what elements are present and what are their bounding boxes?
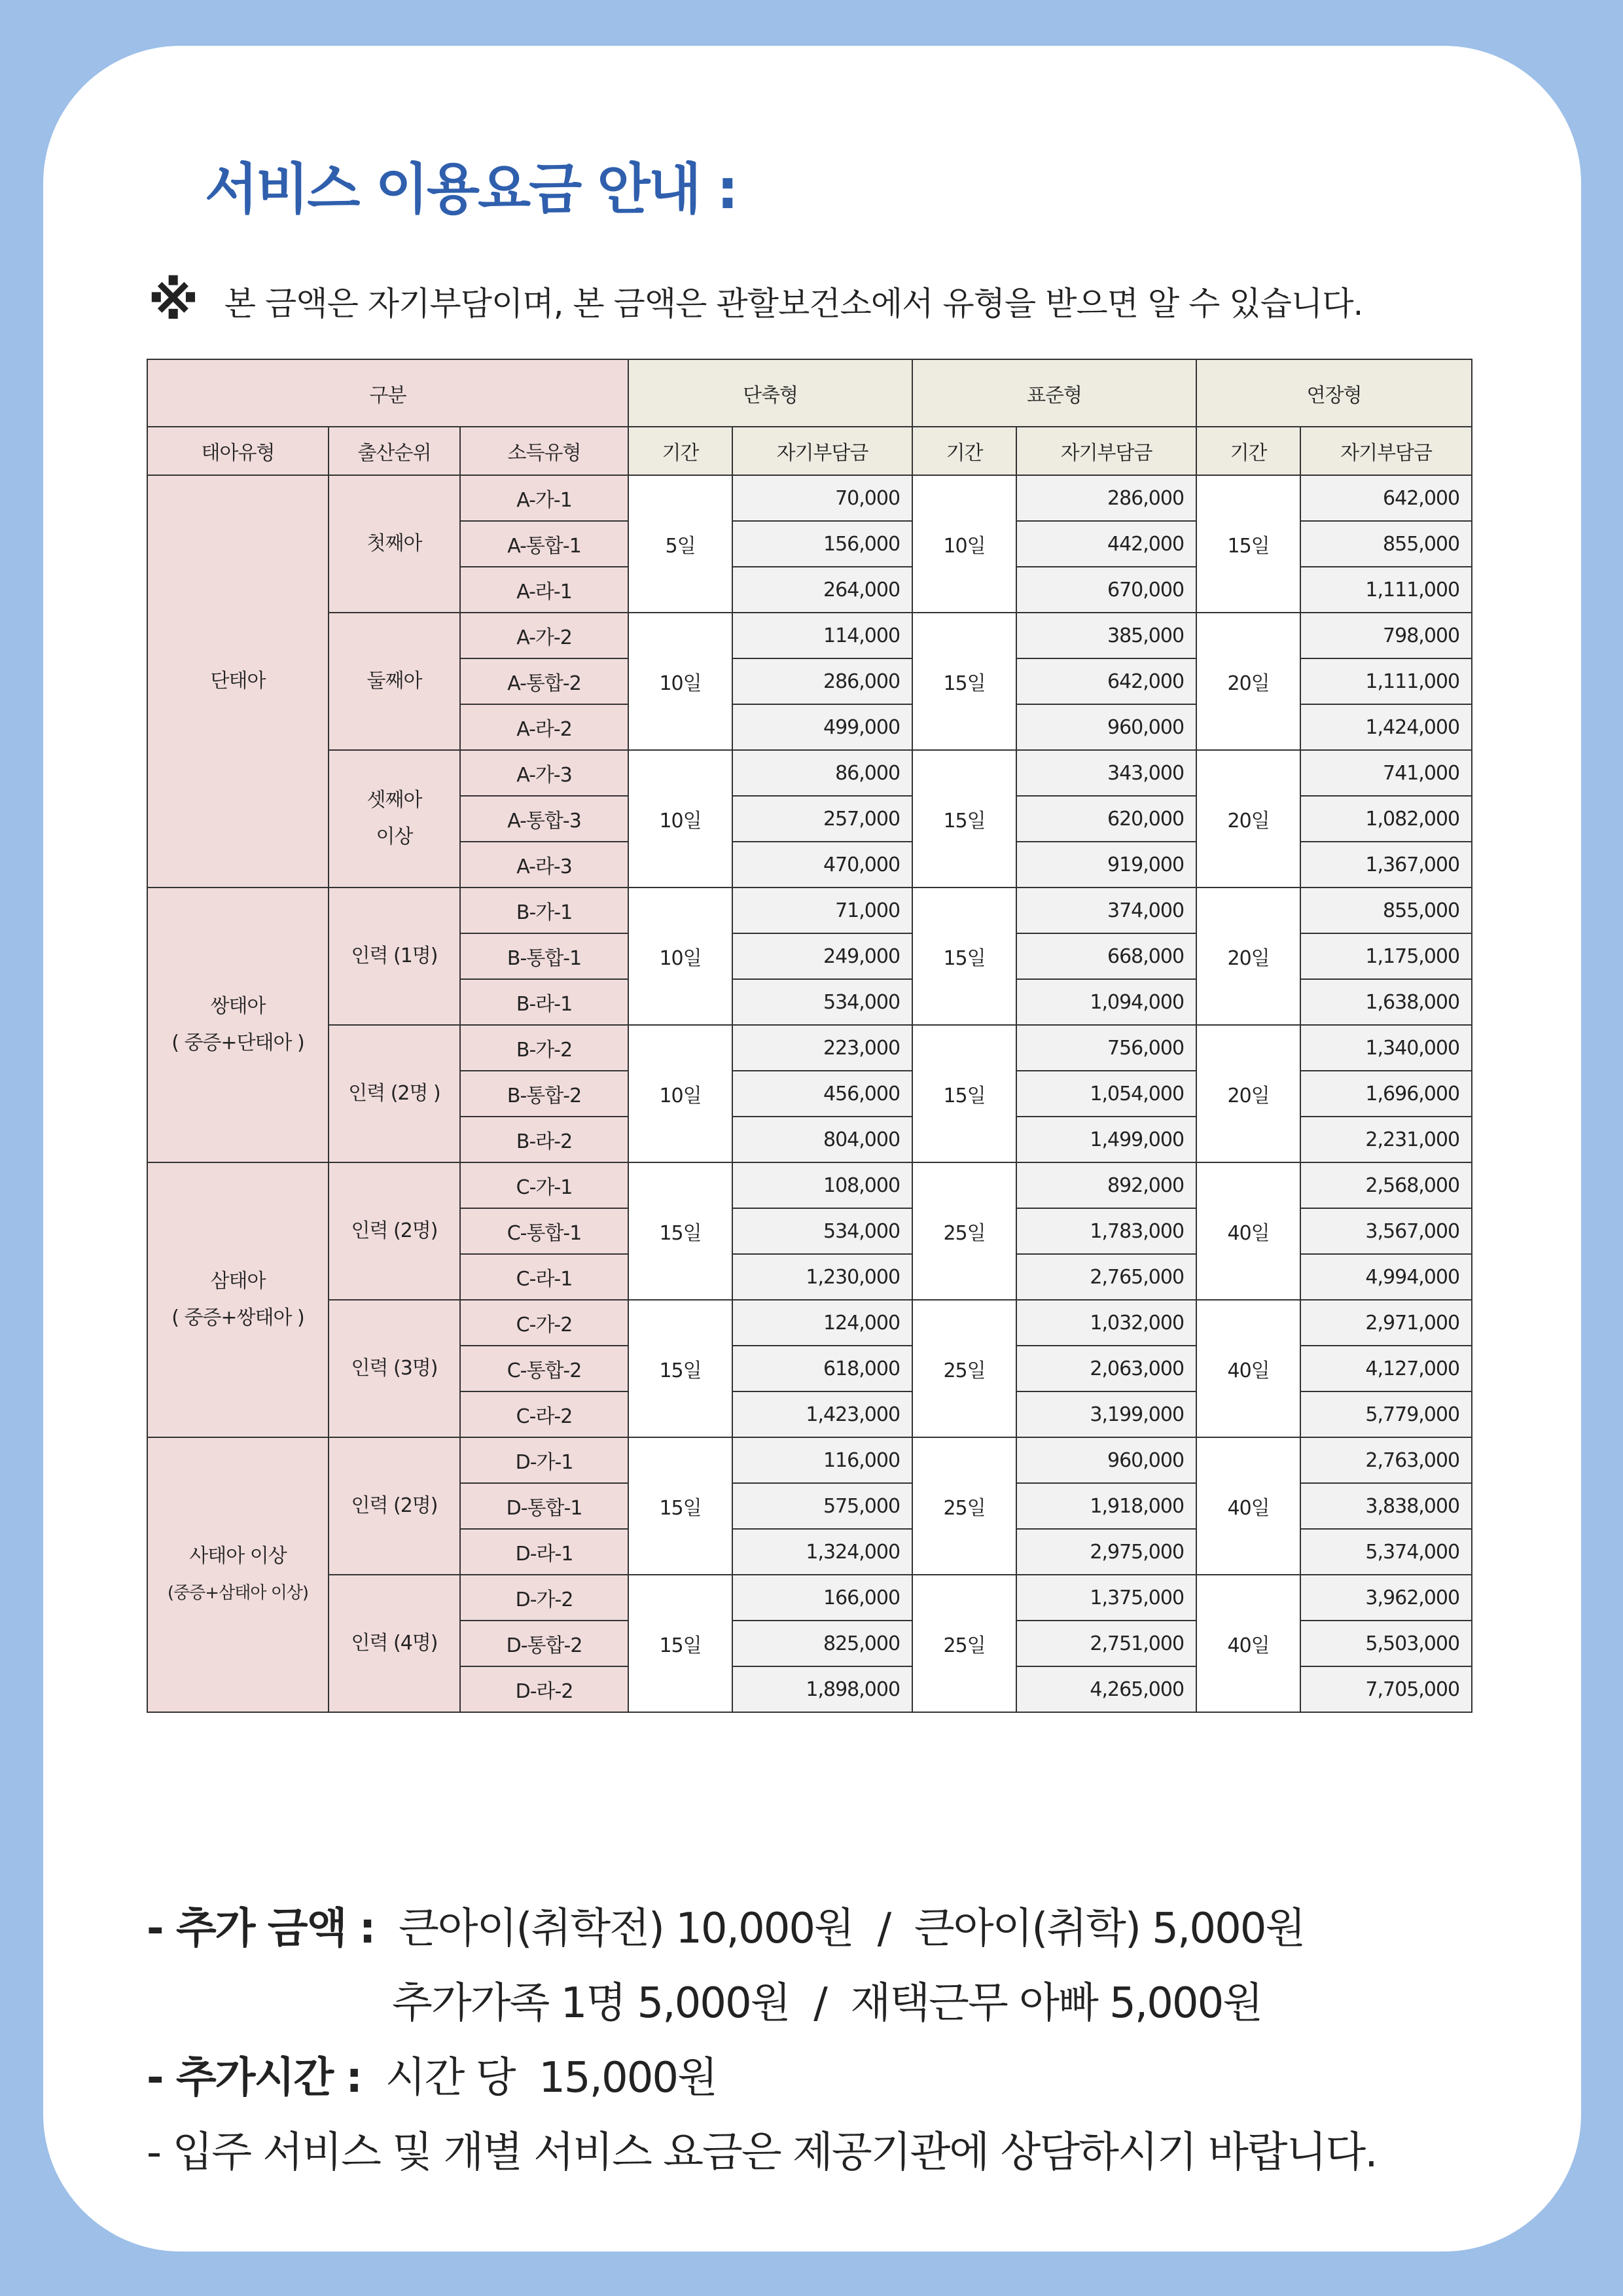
cost-cell: 5,374,000 (1300, 1529, 1472, 1575)
cost-cell: 166,000 (732, 1575, 912, 1621)
cost-cell: 1,499,000 (1016, 1117, 1196, 1162)
label-line: 이상 (376, 825, 413, 848)
extra-time-label: - 추가시간 : (147, 2054, 362, 2102)
cost-cell: 124,000 (732, 1300, 912, 1346)
cost-cell: 1,175,000 (1300, 933, 1472, 979)
cost-cell: 4,994,000 (1300, 1254, 1472, 1300)
cost-cell: 456,000 (732, 1071, 912, 1117)
cost-cell: 264,000 (732, 567, 912, 613)
header-period: 기간 (628, 427, 732, 475)
cost-cell: 2,568,000 (1300, 1162, 1472, 1208)
cost-cell: 5,503,000 (1300, 1621, 1472, 1666)
header-birth-order: 출산순위 (329, 427, 460, 475)
cost-cell: 343,000 (1016, 750, 1196, 796)
cost-cell: 1,898,000 (732, 1666, 912, 1712)
extra-fee-line (147, 1892, 1377, 1966)
cost-cell: 1,054,000 (1016, 1071, 1196, 1117)
income-type-cell: A-통합-1 (460, 521, 628, 567)
table-row (147, 1300, 1472, 1346)
table-row (147, 888, 1472, 933)
period-cell: 10일 (912, 475, 1016, 613)
period-cell: 15일 (912, 1025, 1016, 1162)
birth-order-cell (329, 1575, 460, 1712)
income-type-cell: C-라-1 (460, 1254, 628, 1300)
header-row-sub (147, 427, 1472, 475)
cost-cell: 2,751,000 (1016, 1621, 1196, 1666)
page-title: 서비스 이용요금 안내 : (205, 157, 737, 221)
cost-cell: 534,000 (732, 1208, 912, 1254)
cost-cell: 855,000 (1300, 888, 1472, 933)
cost-cell: 116,000 (732, 1437, 912, 1483)
cost-cell: 1,424,000 (1300, 704, 1472, 750)
income-type-cell: B-가-2 (460, 1025, 628, 1071)
period-cell: 20일 (1196, 1025, 1300, 1162)
table-row (147, 750, 1472, 796)
income-type-cell: C-통합-2 (460, 1346, 628, 1391)
label-line: 셋째아 (366, 789, 422, 812)
income-type-cell: B-가-1 (460, 888, 628, 933)
income-type-cell: A-라-1 (460, 567, 628, 613)
header-period: 기간 (1196, 427, 1300, 475)
table-row (147, 1025, 1472, 1071)
table-row (147, 475, 1472, 521)
cost-cell: 1,375,000 (1016, 1575, 1196, 1621)
label-line: 인력 (4명) (351, 1632, 438, 1655)
cost-cell: 825,000 (732, 1621, 912, 1666)
header-category: 구분 (147, 359, 628, 427)
fetus-type-cell (147, 1162, 329, 1437)
period-cell: 25일 (912, 1162, 1016, 1300)
cost-cell: 1,638,000 (1300, 979, 1472, 1025)
label-line: 인력 (1명) (351, 944, 438, 967)
table-row (147, 613, 1472, 658)
cost-cell: 798,000 (1300, 613, 1472, 658)
income-type-cell: B-라-2 (460, 1117, 628, 1162)
cost-cell: 70,000 (732, 475, 912, 521)
birth-order-cell (329, 475, 460, 613)
header-cost: 자기부담금 (732, 427, 912, 475)
cost-cell: 249,000 (732, 933, 912, 979)
cost-cell: 1,783,000 (1016, 1208, 1196, 1254)
income-type-cell: D-라-2 (460, 1666, 628, 1712)
income-type-cell: C-가-1 (460, 1162, 628, 1208)
cost-cell: 86,000 (732, 750, 912, 796)
cost-cell: 5,779,000 (1300, 1391, 1472, 1437)
income-type-cell: A-통합-2 (460, 658, 628, 704)
cost-cell: 670,000 (1016, 567, 1196, 613)
label-line: 삼태아 (210, 1270, 266, 1293)
label-line: 인력 (3명) (351, 1357, 438, 1380)
cost-cell: 1,082,000 (1300, 796, 1472, 842)
label-line: 쌍태아 (210, 995, 266, 1018)
header-extended-type: 연장형 (1196, 359, 1472, 427)
cost-cell: 2,975,000 (1016, 1529, 1196, 1575)
cost-cell: 892,000 (1016, 1162, 1196, 1208)
label-line: ( 중증+쌍태아 ) (171, 1306, 304, 1329)
fetus-type-cell (147, 888, 329, 1162)
label-line: 사태아 이상 (189, 1545, 287, 1568)
period-cell: 20일 (1196, 613, 1300, 750)
extra-fee-label: - 추가 금액 : (147, 1905, 375, 1953)
income-type-cell: D-라-1 (460, 1529, 628, 1575)
table-row (147, 1162, 1472, 1208)
cost-cell: 1,423,000 (732, 1391, 912, 1437)
cost-cell: 114,000 (732, 613, 912, 658)
income-type-cell: B-라-1 (460, 979, 628, 1025)
extra-time-text: 시간 당 15,000원 (361, 2054, 717, 2102)
table-row (147, 1437, 1472, 1483)
period-cell: 15일 (628, 1162, 732, 1300)
fee-table (147, 359, 1472, 1713)
cost-cell: 1,918,000 (1016, 1483, 1196, 1529)
footer-notes (147, 1892, 1377, 2190)
label-line: 첫째아 (366, 532, 422, 555)
period-cell: 15일 (912, 613, 1016, 750)
cost-cell: 1,324,000 (732, 1529, 912, 1575)
fetus-type-cell (147, 475, 329, 888)
label-line: 인력 (2명) (351, 1494, 438, 1517)
cost-cell: 1,094,000 (1016, 979, 1196, 1025)
period-cell: 25일 (912, 1437, 1016, 1575)
header-fetus-type: 태아유형 (147, 427, 329, 475)
income-type-cell: A-라-2 (460, 704, 628, 750)
cost-cell: 470,000 (732, 842, 912, 888)
cost-cell: 919,000 (1016, 842, 1196, 888)
notice-text: 본 금액은 자기부담이며, 본 금액은 관할보건소에서 유형을 받으면 알 수 있습니다. (224, 285, 1363, 323)
cost-cell: 741,000 (1300, 750, 1472, 796)
cost-cell: 756,000 (1016, 1025, 1196, 1071)
period-cell: 10일 (628, 888, 732, 1025)
birth-order-cell (329, 888, 460, 1025)
period-cell: 25일 (912, 1575, 1016, 1712)
income-type-cell: D-통합-1 (460, 1483, 628, 1529)
cost-cell: 618,000 (732, 1346, 912, 1391)
cost-cell: 3,962,000 (1300, 1575, 1472, 1621)
cost-cell: 385,000 (1016, 613, 1196, 658)
cost-cell: 2,765,000 (1016, 1254, 1196, 1300)
header-standard-type: 표준형 (912, 359, 1196, 427)
income-type-cell: A-가-1 (460, 475, 628, 521)
period-cell: 40일 (1196, 1300, 1300, 1437)
cost-cell: 156,000 (732, 521, 912, 567)
cost-cell: 3,838,000 (1300, 1483, 1472, 1529)
period-cell: 15일 (628, 1300, 732, 1437)
cost-cell: 286,000 (1016, 475, 1196, 521)
cost-cell: 2,971,000 (1300, 1300, 1472, 1346)
period-cell: 15일 (1196, 475, 1300, 613)
cost-cell: 1,367,000 (1300, 842, 1472, 888)
cost-cell: 575,000 (732, 1483, 912, 1529)
income-type-cell: B-통합-1 (460, 933, 628, 979)
cost-cell: 7,705,000 (1300, 1666, 1472, 1712)
header-period: 기간 (912, 427, 1016, 475)
cost-cell: 108,000 (732, 1162, 912, 1208)
period-cell: 5일 (628, 475, 732, 613)
reference-mark-icon: ※ (148, 270, 198, 331)
cost-cell: 1,111,000 (1300, 658, 1472, 704)
fetus-type-cell (147, 1437, 329, 1712)
cost-cell: 499,000 (732, 704, 912, 750)
birth-order-cell (329, 1025, 460, 1162)
header-short-type: 단축형 (628, 359, 912, 427)
period-cell: 40일 (1196, 1575, 1300, 1712)
label-line: 둘째아 (366, 670, 422, 692)
cost-cell: 1,696,000 (1300, 1071, 1472, 1117)
income-type-cell: A-가-3 (460, 750, 628, 796)
period-cell: 15일 (912, 750, 1016, 888)
label-line: ( 중증+단태아 ) (171, 1031, 304, 1054)
income-type-cell: D-가-1 (460, 1437, 628, 1483)
header-income-type: 소득유형 (460, 427, 628, 475)
cost-cell: 374,000 (1016, 888, 1196, 933)
period-cell: 40일 (1196, 1437, 1300, 1575)
cost-cell: 286,000 (732, 658, 912, 704)
cost-cell: 960,000 (1016, 704, 1196, 750)
cost-cell: 3,567,000 (1300, 1208, 1472, 1254)
header-cost: 자기부담금 (1016, 427, 1196, 475)
income-type-cell: C-통합-1 (460, 1208, 628, 1254)
extra-fee-text: 큰아이(취학전) 10,000원 / 큰아이(취학) 5,000원 (374, 1905, 1305, 1953)
cost-cell: 4,265,000 (1016, 1666, 1196, 1712)
cost-cell: 257,000 (732, 796, 912, 842)
income-type-cell: C-가-2 (460, 1300, 628, 1346)
income-type-cell: A-가-2 (460, 613, 628, 658)
cost-cell: 1,340,000 (1300, 1025, 1472, 1071)
income-type-cell: D-가-2 (460, 1575, 628, 1621)
table-row (147, 1575, 1472, 1621)
cost-cell: 1,032,000 (1016, 1300, 1196, 1346)
income-type-cell: B-통합-2 (460, 1071, 628, 1117)
extra-time-line (147, 2041, 1377, 2115)
header-row-main (147, 359, 1472, 427)
cost-cell: 620,000 (1016, 796, 1196, 842)
income-type-cell: C-라-2 (460, 1391, 628, 1437)
extra-fee-line-2: 추가가족 1명 5,000원 / 재택근무 아빠 5,000원 (392, 1979, 1262, 2028)
period-cell: 10일 (628, 613, 732, 750)
period-cell: 15일 (628, 1575, 732, 1712)
income-type-cell: A-통합-3 (460, 796, 628, 842)
consult-notice: - 입주 서비스 및 개별 서비스 요금은 제공기관에 상담하시기 바랍니다. (147, 2128, 1377, 2177)
period-cell: 10일 (628, 750, 732, 888)
cost-cell: 2,763,000 (1300, 1437, 1472, 1483)
cost-cell: 442,000 (1016, 521, 1196, 567)
cost-cell: 534,000 (732, 979, 912, 1025)
label-line: 인력 (2명) (351, 1219, 438, 1242)
label-line: (중증+삼태아 이상) (167, 1583, 309, 1603)
label-line: 단태아 (210, 670, 266, 692)
period-cell: 20일 (1196, 750, 1300, 888)
cost-cell: 1,111,000 (1300, 567, 1472, 613)
period-cell: 15일 (912, 888, 1016, 1025)
birth-order-cell (329, 750, 460, 888)
birth-order-cell (329, 1437, 460, 1575)
label-line: 인력 (2명 ) (348, 1082, 440, 1105)
period-cell: 10일 (628, 1025, 732, 1162)
period-cell: 15일 (628, 1437, 732, 1575)
birth-order-cell (329, 613, 460, 750)
cost-cell: 1,230,000 (732, 1254, 912, 1300)
cost-cell: 855,000 (1300, 521, 1472, 567)
period-cell: 40일 (1196, 1162, 1300, 1300)
birth-order-cell (329, 1300, 460, 1437)
cost-cell: 668,000 (1016, 933, 1196, 979)
cost-cell: 71,000 (732, 888, 912, 933)
cost-cell: 223,000 (732, 1025, 912, 1071)
income-type-cell: D-통합-2 (460, 1621, 628, 1666)
cost-cell: 642,000 (1300, 475, 1472, 521)
header-cost: 자기부담금 (1300, 427, 1472, 475)
cost-cell: 642,000 (1016, 658, 1196, 704)
income-type-cell: A-라-3 (460, 842, 628, 888)
cost-cell: 2,063,000 (1016, 1346, 1196, 1391)
cost-cell: 960,000 (1016, 1437, 1196, 1483)
cost-cell: 3,199,000 (1016, 1391, 1196, 1437)
notice-line (148, 270, 1363, 331)
birth-order-cell (329, 1162, 460, 1300)
cost-cell: 4,127,000 (1300, 1346, 1472, 1391)
period-cell: 25일 (912, 1300, 1016, 1437)
period-cell: 20일 (1196, 888, 1300, 1025)
cost-cell: 2,231,000 (1300, 1117, 1472, 1162)
cost-cell: 804,000 (732, 1117, 912, 1162)
